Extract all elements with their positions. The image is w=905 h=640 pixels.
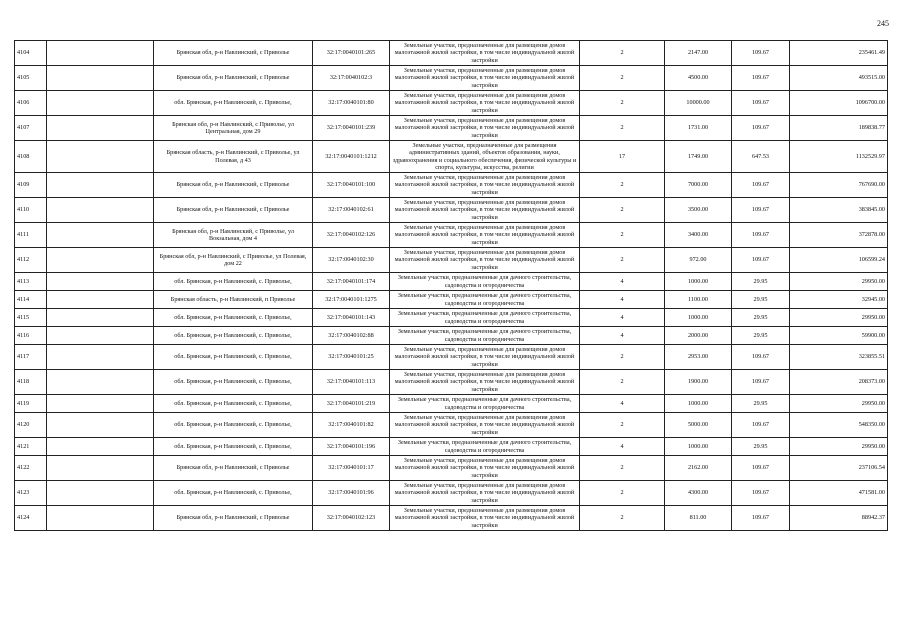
land-use-cell: Земельные участки, предназначенные для размещения домов малоэтажной жилой застройки, в том числе индивидуальной жилой застройки	[390, 345, 580, 370]
cadastral-value-cell: 208373.00	[790, 370, 888, 395]
table-body	[15, 41, 888, 531]
empty-cell	[47, 506, 154, 531]
cadastral-number-cell: 32:17:0040101:82	[313, 413, 390, 438]
specific-value-cell: 109.67	[732, 345, 790, 370]
cadastral-value-cell: 767690.00	[790, 173, 888, 198]
empty-cell	[47, 481, 154, 506]
cadastral-number-cell: 32:17:0040101:143	[313, 309, 390, 327]
land-use-cell: Земельные участки, предназначенные для дачного строительства, садоводства и огородничества	[390, 309, 580, 327]
row-number-cell: 4108	[15, 141, 47, 173]
use-group-cell: 4	[580, 273, 665, 291]
area-cell: 2000.00	[665, 327, 732, 345]
area-cell: 1000.00	[665, 309, 732, 327]
empty-cell	[47, 413, 154, 438]
cadastral-value-cell: 29950.00	[790, 438, 888, 456]
specific-value-cell: 109.67	[732, 248, 790, 273]
use-group-cell: 2	[580, 91, 665, 116]
row-number-cell: 4105	[15, 66, 47, 91]
address-cell: обл. Брянская, р-н Навлинский, с. Приволье,	[154, 370, 313, 395]
address-cell: Брянская обл, р-н Навлинский, с Приволье, ул Полевая, дом 22	[154, 248, 313, 273]
area-cell: 2162.00	[665, 456, 732, 481]
cadastral-number-cell: 32:17:0040101:1212	[313, 141, 390, 173]
row-number-cell: 4118	[15, 370, 47, 395]
use-group-cell: 2	[580, 223, 665, 248]
area-cell: 1900.00	[665, 370, 732, 395]
area-cell: 4300.00	[665, 481, 732, 506]
specific-value-cell: 109.67	[732, 116, 790, 141]
table-row	[15, 327, 888, 345]
row-number-cell: 4106	[15, 91, 47, 116]
row-number-cell: 4122	[15, 456, 47, 481]
specific-value-cell: 109.67	[732, 41, 790, 66]
area-cell: 3400.00	[665, 223, 732, 248]
address-cell: Брянская обл, р-н Навлинский, с Приволье, ул Вокзальная, дом 4	[154, 223, 313, 248]
table-row	[15, 248, 888, 273]
row-number-cell: 4123	[15, 481, 47, 506]
land-use-cell: Земельные участки, предназначенные для размещения домов малоэтажной жилой застройки, в том числе индивидуальной жилой застройки	[390, 506, 580, 531]
cadastral-number-cell: 32:17:0040102:123	[313, 506, 390, 531]
cadastral-value-cell: 548350.00	[790, 413, 888, 438]
address-cell: Брянская обл, р-н Навлинский, с Приволье	[154, 456, 313, 481]
table-row	[15, 66, 888, 91]
cadastral-number-cell: 32:17:0040101:239	[313, 116, 390, 141]
cadastral-value-cell: 59900.00	[790, 327, 888, 345]
empty-cell	[47, 141, 154, 173]
cadastral-value-cell: 106599.24	[790, 248, 888, 273]
cadastral-number-cell: 32:17:0040101:1275	[313, 291, 390, 309]
land-use-cell: Земельные участки, предназначенные для дачного строительства, садоводства и огородничества	[390, 327, 580, 345]
cadastral-number-cell: 32:17:0040102:30	[313, 248, 390, 273]
specific-value-cell: 29.95	[732, 327, 790, 345]
use-group-cell: 2	[580, 41, 665, 66]
area-cell: 1000.00	[665, 438, 732, 456]
address-cell: Брянская обл, р-н Навлинский, с Приволье	[154, 41, 313, 66]
empty-cell	[47, 41, 154, 66]
address-cell: Брянская обл, р-н Навлинский, с Приволье	[154, 66, 313, 91]
cadastral-value-cell: 29950.00	[790, 395, 888, 413]
table-row	[15, 291, 888, 309]
row-number-cell: 4104	[15, 41, 47, 66]
cadastral-number-cell: 32:17:0040102:3	[313, 66, 390, 91]
specific-value-cell: 109.67	[732, 370, 790, 395]
land-use-cell: Земельные участки, предназначенные для размещения домов малоэтажной жилой застройки, в том числе индивидуальной жилой застройки	[390, 248, 580, 273]
use-group-cell: 2	[580, 370, 665, 395]
use-group-cell: 2	[580, 66, 665, 91]
cadastral-value-cell: 29950.00	[790, 273, 888, 291]
cadastral-number-cell: 32:17:0040101:265	[313, 41, 390, 66]
area-cell: 2953.00	[665, 345, 732, 370]
use-group-cell: 2	[580, 456, 665, 481]
land-use-cell: Земельные участки, предназначенные для размещения домов малоэтажной жилой застройки, в том числе индивидуальной жилой застройки	[390, 413, 580, 438]
cadastral-value-table	[14, 40, 888, 531]
cadastral-value-cell: 372878.00	[790, 223, 888, 248]
row-number-cell: 4110	[15, 198, 47, 223]
land-use-cell: Земельные участки, предназначенные для размещения домов малоэтажной жилой застройки, в том числе индивидуальной жилой застройки	[390, 116, 580, 141]
area-cell: 3500.00	[665, 198, 732, 223]
address-cell: обл. Брянская, р-н Навлинский, с. Приволье,	[154, 327, 313, 345]
specific-value-cell: 29.95	[732, 395, 790, 413]
specific-value-cell: 647.53	[732, 141, 790, 173]
land-use-cell: Земельные участки, предназначенные для размещения домов малоэтажной жилой застройки, в том числе индивидуальной жилой застройки	[390, 41, 580, 66]
empty-cell	[47, 173, 154, 198]
row-number-cell: 4117	[15, 345, 47, 370]
land-use-cell: Земельные участки, предназначенные для дачного строительства, садоводства и огородничества	[390, 273, 580, 291]
row-number-cell: 4111	[15, 223, 47, 248]
address-cell: обл. Брянская, р-н Навлинский, с. Приволье,	[154, 481, 313, 506]
table-row	[15, 116, 888, 141]
area-cell: 1100.00	[665, 291, 732, 309]
table-row	[15, 370, 888, 395]
land-use-cell: Земельные участки, предназначенные для размещения домов малоэтажной жилой застройки, в том числе индивидуальной жилой застройки	[390, 456, 580, 481]
use-group-cell: 2	[580, 248, 665, 273]
specific-value-cell: 109.67	[732, 481, 790, 506]
cadastral-value-cell: 29950.00	[790, 309, 888, 327]
cadastral-number-cell: 32:17:0040102:88	[313, 327, 390, 345]
cadastral-value-cell: 88942.37	[790, 506, 888, 531]
empty-cell	[47, 291, 154, 309]
empty-cell	[47, 273, 154, 291]
table-row	[15, 481, 888, 506]
use-group-cell: 2	[580, 198, 665, 223]
use-group-cell: 2	[580, 345, 665, 370]
address-cell: обл. Брянская, р-н Навлинский, с. Приволье,	[154, 345, 313, 370]
table-row	[15, 41, 888, 66]
address-cell: Брянская обл, р-н Навлинский, с Приволье, ул Центральная, дом 29	[154, 116, 313, 141]
empty-cell	[47, 223, 154, 248]
table-row	[15, 456, 888, 481]
use-group-cell: 2	[580, 413, 665, 438]
table-row	[15, 345, 888, 370]
row-number-cell: 4114	[15, 291, 47, 309]
row-number-cell: 4119	[15, 395, 47, 413]
land-use-cell: Земельные участки, предназначенные для дачного строительства, садоводства и огородничества	[390, 438, 580, 456]
empty-cell	[47, 327, 154, 345]
use-group-cell: 4	[580, 309, 665, 327]
address-cell: обл. Брянская, р-н Навлинский, с. Приволье,	[154, 395, 313, 413]
table-row	[15, 223, 888, 248]
cadastral-value-cell: 237106.54	[790, 456, 888, 481]
empty-cell	[47, 248, 154, 273]
cadastral-number-cell: 32:17:0040101:174	[313, 273, 390, 291]
area-cell: 4500.00	[665, 66, 732, 91]
table-row	[15, 506, 888, 531]
land-use-cell: Земельные участки, предназначенные для размещения административных зданий, объектов образования, науки, здравоохранения и социального обеспечения, физической культуры и спорта, культуры, искусства, религии	[390, 141, 580, 173]
cadastral-value-cell: 1096700.00	[790, 91, 888, 116]
use-group-cell: 2	[580, 506, 665, 531]
row-number-cell: 4116	[15, 327, 47, 345]
table-row	[15, 438, 888, 456]
empty-cell	[47, 456, 154, 481]
address-cell: Брянская обл, р-н Навлинский, с Приволье	[154, 173, 313, 198]
land-use-cell: Земельные участки, предназначенные для размещения домов малоэтажной жилой застройки, в том числе индивидуальной жилой застройки	[390, 173, 580, 198]
cadastral-value-cell: 189838.77	[790, 116, 888, 141]
cadastral-value-cell: 32945.00	[790, 291, 888, 309]
use-group-cell: 2	[580, 481, 665, 506]
table-row	[15, 198, 888, 223]
land-use-cell: Земельные участки, предназначенные для размещения домов малоэтажной жилой застройки, в том числе индивидуальной жилой застройки	[390, 91, 580, 116]
area-cell: 1000.00	[665, 273, 732, 291]
specific-value-cell: 109.67	[732, 506, 790, 531]
table-row	[15, 141, 888, 173]
cadastral-value-cell: 1132529.97	[790, 141, 888, 173]
empty-cell	[47, 198, 154, 223]
specific-value-cell: 29.95	[732, 273, 790, 291]
specific-value-cell: 109.67	[732, 91, 790, 116]
cadastral-value-cell: 323855.51	[790, 345, 888, 370]
cadastral-number-cell: 32:17:0040101:17	[313, 456, 390, 481]
specific-value-cell: 29.95	[732, 291, 790, 309]
table-row	[15, 173, 888, 198]
page-number: 245	[877, 19, 889, 28]
row-number-cell: 4120	[15, 413, 47, 438]
use-group-cell: 17	[580, 141, 665, 173]
cadastral-value-cell: 471581.00	[790, 481, 888, 506]
empty-cell	[47, 438, 154, 456]
cadastral-number-cell: 32:17:0040102:126	[313, 223, 390, 248]
address-cell: обл. Брянская, р-н Навлинский, с. Приволье,	[154, 413, 313, 438]
empty-cell	[47, 116, 154, 141]
cadastral-number-cell: 32:17:0040101:100	[313, 173, 390, 198]
use-group-cell: 2	[580, 116, 665, 141]
empty-cell	[47, 66, 154, 91]
address-cell: обл. Брянская, р-н Навлинский, с. Приволье,	[154, 309, 313, 327]
specific-value-cell: 109.67	[732, 223, 790, 248]
use-group-cell: 4	[580, 291, 665, 309]
empty-cell	[47, 309, 154, 327]
table-row	[15, 413, 888, 438]
area-cell: 5000.00	[665, 413, 732, 438]
land-use-cell: Земельные участки, предназначенные для дачного строительства, садоводства и огородничества	[390, 291, 580, 309]
table-row	[15, 91, 888, 116]
specific-value-cell: 109.67	[732, 66, 790, 91]
area-cell: 972.00	[665, 248, 732, 273]
cadastral-number-cell: 32:17:0040101:113	[313, 370, 390, 395]
land-use-cell: Земельные участки, предназначенные для размещения домов малоэтажной жилой застройки, в том числе индивидуальной жилой застройки	[390, 223, 580, 248]
specific-value-cell: 29.95	[732, 438, 790, 456]
use-group-cell: 4	[580, 327, 665, 345]
specific-value-cell: 29.95	[732, 309, 790, 327]
area-cell: 2147.00	[665, 41, 732, 66]
cadastral-value-cell: 383845.00	[790, 198, 888, 223]
row-number-cell: 4113	[15, 273, 47, 291]
cadastral-number-cell: 32:17:0040101:80	[313, 91, 390, 116]
address-cell: обл. Брянская, р-н Навлинский, с. Приволье,	[154, 438, 313, 456]
use-group-cell: 2	[580, 173, 665, 198]
specific-value-cell: 109.67	[732, 173, 790, 198]
land-use-cell: Земельные участки, предназначенные для дачного строительства, садоводства и огородничества	[390, 395, 580, 413]
area-cell: 1731.00	[665, 116, 732, 141]
row-number-cell: 4115	[15, 309, 47, 327]
table-row	[15, 309, 888, 327]
land-use-cell: Земельные участки, предназначенные для размещения домов малоэтажной жилой застройки, в том числе индивидуальной жилой застройки	[390, 370, 580, 395]
address-cell: обл. Брянская, р-н Навлинский, с. Приволье,	[154, 273, 313, 291]
specific-value-cell: 109.67	[732, 413, 790, 438]
row-number-cell: 4121	[15, 438, 47, 456]
table-row	[15, 273, 888, 291]
address-cell: Брянская область, р-н Навлинский, п Приволье	[154, 291, 313, 309]
use-group-cell: 4	[580, 395, 665, 413]
cadastral-value-cell: 235461.49	[790, 41, 888, 66]
area-cell: 7000.00	[665, 173, 732, 198]
use-group-cell: 4	[580, 438, 665, 456]
row-number-cell: 4112	[15, 248, 47, 273]
cadastral-value-cell: 493515.00	[790, 66, 888, 91]
cadastral-number-cell: 32:17:0040102:61	[313, 198, 390, 223]
area-cell: 1749.00	[665, 141, 732, 173]
address-cell: Брянская обл, р-н Навлинский, с Приволье	[154, 506, 313, 531]
land-use-cell: Земельные участки, предназначенные для размещения домов малоэтажной жилой застройки, в том числе индивидуальной жилой застройки	[390, 481, 580, 506]
row-number-cell: 4109	[15, 173, 47, 198]
specific-value-cell: 109.67	[732, 198, 790, 223]
address-cell: Брянская область, р-н Навлинский, с Приволье, ул Полевая, д 43	[154, 141, 313, 173]
row-number-cell: 4107	[15, 116, 47, 141]
cadastral-number-cell: 32:17:0040101:196	[313, 438, 390, 456]
empty-cell	[47, 91, 154, 116]
cadastral-number-cell: 32:17:0040101:96	[313, 481, 390, 506]
table-row	[15, 395, 888, 413]
empty-cell	[47, 395, 154, 413]
address-cell: обл. Брянская, р-н Навлинский, с. Приволье,	[154, 91, 313, 116]
land-use-cell: Земельные участки, предназначенные для размещения домов малоэтажной жилой застройки, в том числе индивидуальной жилой застройки	[390, 66, 580, 91]
area-cell: 1000.00	[665, 395, 732, 413]
specific-value-cell: 109.67	[732, 456, 790, 481]
address-cell: Брянская обл, р-н Навлинский, с Приволье	[154, 198, 313, 223]
area-cell: 811.00	[665, 506, 732, 531]
land-use-cell: Земельные участки, предназначенные для размещения домов малоэтажной жилой застройки, в том числе индивидуальной жилой застройки	[390, 198, 580, 223]
cadastral-number-cell: 32:17:0040101:219	[313, 395, 390, 413]
empty-cell	[47, 345, 154, 370]
area-cell: 10000.00	[665, 91, 732, 116]
empty-cell	[47, 370, 154, 395]
row-number-cell: 4124	[15, 506, 47, 531]
cadastral-number-cell: 32:17:0040101:25	[313, 345, 390, 370]
